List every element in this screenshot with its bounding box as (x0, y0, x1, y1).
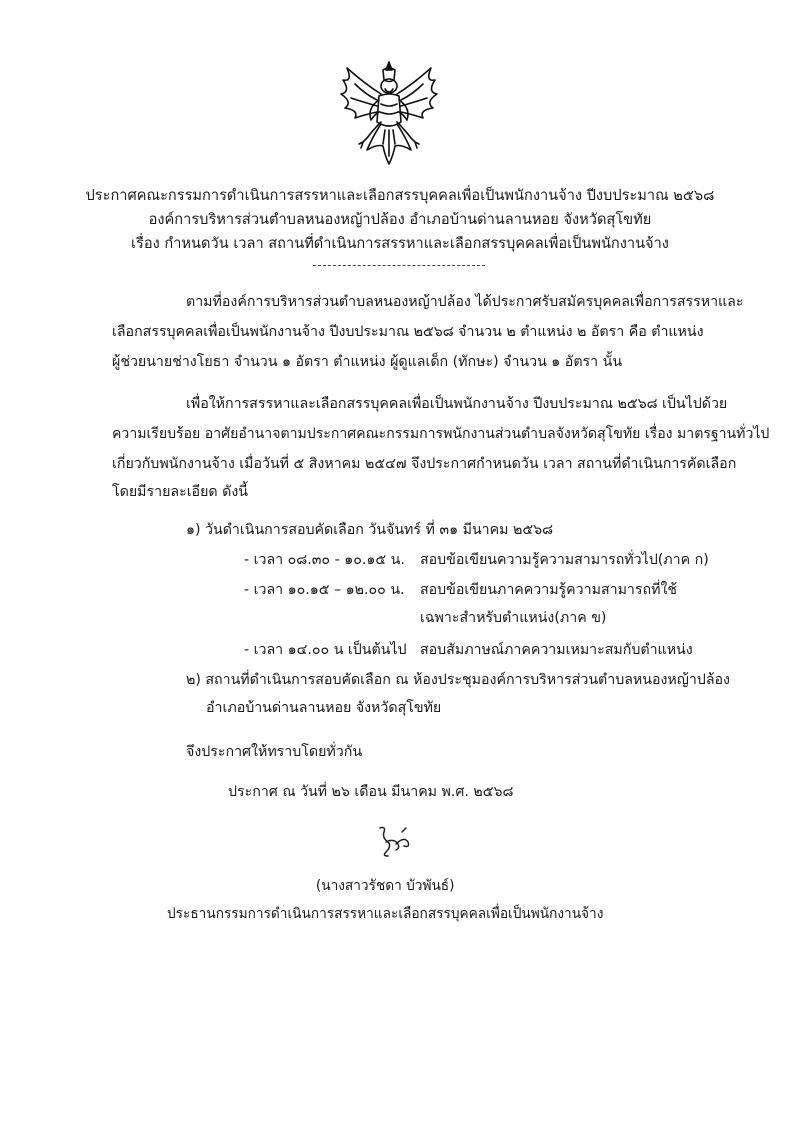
item2-line-1: ๒) สถานที่ดำเนินการสอบคัดเลือก ณ ห้องประชุมองค์การบริหารส่วนตำบลหนองหญ้าปล้อง (186, 672, 730, 688)
header-divider (313, 265, 485, 266)
announcement-date: ประกาศ ณ วันที่ ๒๖ เดือน มีนาคม พ.ศ. ๒๕๖๘ (228, 784, 514, 800)
para1-line-2: เลือกสรรบุคคลเพื่อเป็นพนักงานจ้าง ปีงบประมาณ ๒๕๖๘ จำนวน ๒ ตำแหน่ง ๒ อัตรา คือ ตำแหน่ง (112, 324, 704, 340)
item2-line-2: อำเภอบ้านด่านลานหอย จังหวัดสุโขทัย (206, 700, 442, 716)
garuda-emblem-icon (337, 60, 441, 168)
signatory-name: (นางสาวรัชดา บัวพันธ์) (315, 878, 455, 894)
schedule-desc-2: สอบข้อเขียนภาคความรู้ความสามารถที่ใช้ (420, 582, 678, 598)
header-line-1: ประกาศคณะกรรมการดำเนินการสรรหาและเลือกสรรบุคคลเพื่อเป็นพนักงานจ้าง ปีงบประมาณ ๒๕๖๘ (85, 187, 715, 204)
schedule-time-1: - เวลา ๐๘.๓๐ - ๑๐.๑๕ น. (244, 552, 405, 568)
handwritten-signature-icon (372, 824, 416, 860)
signatory-title: ประธานกรรมการดำเนินการสรรหาและเลือกสรรบุคคลเพื่อเป็นพนักงานจ้าง (166, 906, 604, 922)
header-line-2: องค์การบริหารส่วนตำบลหนองหญ้าปล้อง อำเภอบ้านด่านลานหอย จังหวัดสุโขทัย (148, 211, 652, 228)
closing-text: จึงประกาศให้ทราบโดยทั่วกัน (186, 744, 363, 760)
header-subject: เรื่อง กำหนดวัน เวลา สถานที่ดำเนินการสรรหาและเลือกสรรบุคคลเพื่อเป็นพนักงานจ้าง (131, 235, 669, 252)
para1-line-3: ผู้ช่วยนายช่างโยธา จำนวน ๑ อัตรา ตำแหน่ง ผู้ดูแลเด็ก (ทักษะ) จำนวน ๑ อัตรา นั้น (112, 354, 623, 370)
para1-line-1: ตามที่องค์การบริหารส่วนตำบลหนองหญ้าปล้อง ได้ประกาศรับสมัครบุคคลเพื่อการสรรหาและ (186, 294, 744, 310)
para2-line-4: โดยมีรายละเอียด ดังนี้ (112, 484, 248, 500)
para2-line-2: ความเรียบร้อย อาศัยอำนาจตามประกาศคณะกรรมการพนักงานส่วนตำบลจังหวัดสุโขทัย เรื่อง มาตรฐานทั่วไป (112, 426, 770, 442)
item1-title: ๑) วันดำเนินการสอบคัดเลือก วันจันทร์ ที่ ๓๑ มีนาคม ๒๕๖๘ (186, 522, 554, 538)
schedule-desc-1: สอบข้อเขียนความรู้ความสามารถทั่วไป(ภาค ก) (420, 552, 709, 568)
schedule-desc-2b: เฉพาะสำหรับตำแหน่ง(ภาค ข) (420, 610, 607, 626)
para2-line-3: เกี่ยวกับพนักงานจ้าง เมื่อวันที่ ๕ สิงหาคม ๒๕๔๗ จึงประกาศกำหนดวัน เวลา สถานที่ดำเนินการคัดเลือก (112, 456, 737, 472)
schedule-desc-3: สอบสัมภาษณ์ภาคความเหมาะสมกับตำแหน่ง (420, 642, 693, 658)
schedule-time-2: - เวลา ๑๐.๑๕ – ๑๒.๐๐ น. (244, 582, 405, 598)
schedule-time-3: - เวลา ๑๔.๐๐ น เป็นต้นไป (244, 642, 407, 658)
para2-line-1: เพื่อให้การสรรหาและเลือกสรรบุคคลเพื่อเป็นพนักงานจ้าง ปีงบประมาณ ๒๕๖๘ เป็นไปด้วย (186, 396, 728, 412)
